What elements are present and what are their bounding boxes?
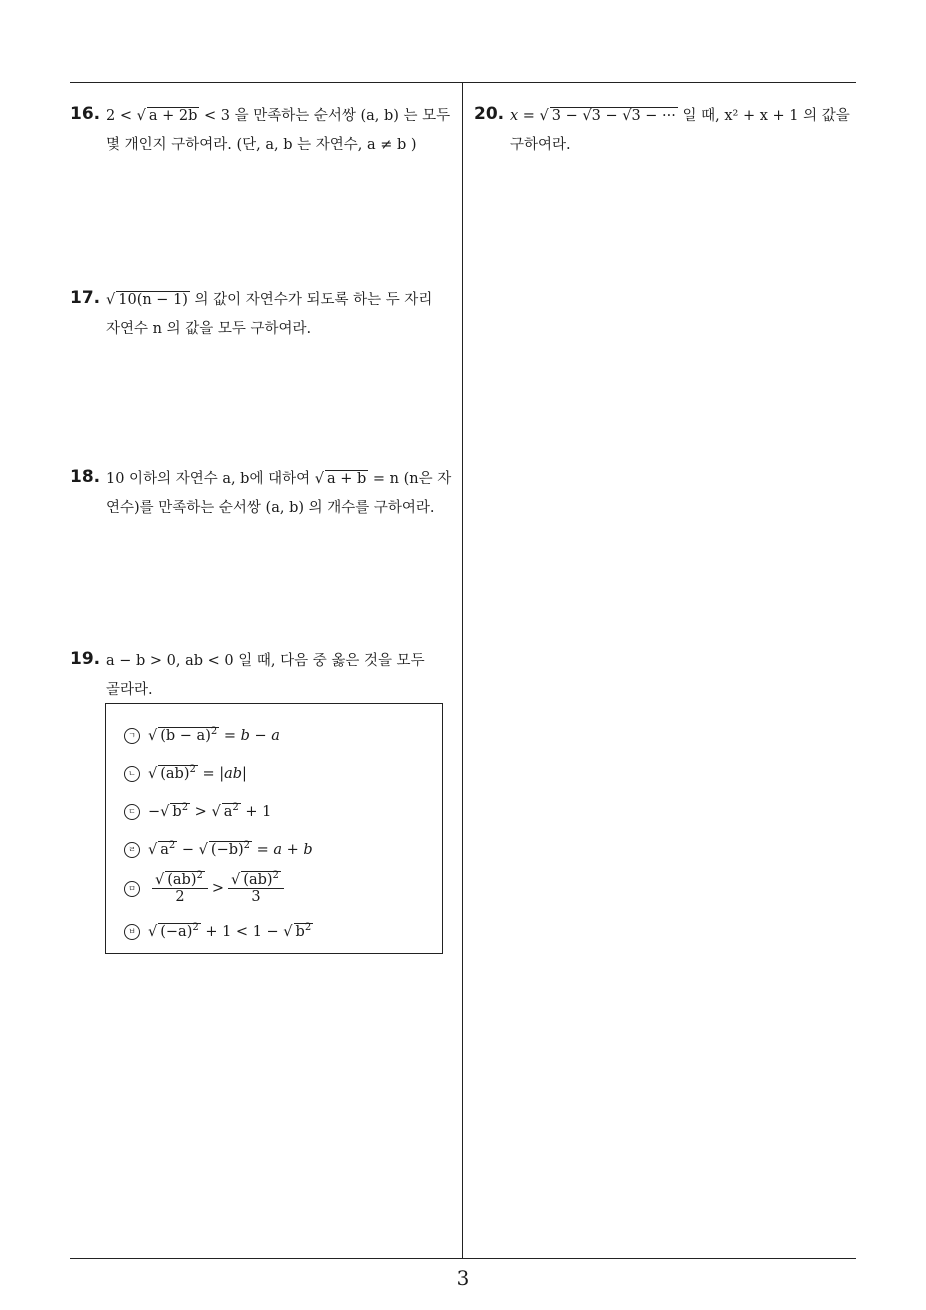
option-b: ㄴ √ (ab)$^2$ = |ab| bbox=[124, 766, 247, 782]
option-d: ㄹ √ $a^2$ − √ $(-b)^2 = a + b$ bbox=[124, 842, 313, 858]
option-e: ㅁ $\frac{√ (ab)^2}{2}$ > $\frac{√ (ab)^2}{3}$ bbox=[124, 872, 288, 905]
option-c: ㄷ −√ $b^2$ > √ $a^2 + 1$ bbox=[124, 804, 271, 820]
page-number: 3 bbox=[456, 1266, 470, 1290]
problem-line: 구하여라. bbox=[510, 137, 571, 153]
problem-line: √ 10(n − 1) 의 값이 자연수가 되도록 하는 두 자리 bbox=[106, 292, 433, 308]
options-box bbox=[105, 703, 443, 954]
option-a: ㄱ √ $(b - a)^2 = b - a$ bbox=[124, 728, 280, 744]
problem-17 bbox=[70, 286, 458, 344]
problem-20 bbox=[474, 102, 859, 160]
problem-line: 몇 개인지 구하여라. (단, a, b 는 자연수, a ≠ b ) bbox=[106, 137, 417, 153]
top-rule bbox=[70, 82, 856, 83]
option-mark: ㅁ bbox=[124, 881, 140, 897]
problem-line: a − b > 0, ab < 0 일 때, 다음 중 옳은 것을 모두 bbox=[106, 653, 425, 669]
problem-line: 10 이하의 자연수 a, b에 대하여 √ a + b = n (n은 자 bbox=[106, 471, 452, 487]
problem-line: 골라라. bbox=[106, 682, 153, 698]
option-mark: ㅂ bbox=[124, 924, 140, 940]
problem-number: 16. bbox=[70, 104, 101, 124]
option-mark: ㄹ bbox=[124, 842, 140, 858]
option-mark: ㄷ bbox=[124, 804, 140, 820]
problem-19 bbox=[70, 647, 458, 705]
problem-number: 18. bbox=[70, 467, 101, 487]
problem-line: x = √ 3 − √3 − √3 − ··· 일 때, x² + x + 1 의 값을 bbox=[510, 108, 850, 124]
problem-line: 2 < √ a + 2b < 3 을 만족하는 순서쌍 (a, b) 는 모두 bbox=[106, 108, 451, 124]
option-mark: ㄴ bbox=[124, 766, 140, 782]
fraction: $\frac{√ (ab)^2}{3}$ bbox=[228, 872, 284, 905]
problem-number: 19. bbox=[70, 649, 101, 669]
column-divider bbox=[462, 82, 463, 1258]
problem-number: 20. bbox=[474, 104, 505, 124]
problem-16 bbox=[70, 102, 458, 160]
fraction: $\frac{√ (ab)^2}{2}$ bbox=[152, 872, 208, 905]
option-f: ㅂ √ $(-a)^2 + 1 < 1$ − √ $b^2$ bbox=[124, 924, 313, 940]
problem-line: 자연수 n 의 값을 모두 구하여라. bbox=[106, 321, 312, 337]
problem-18 bbox=[70, 465, 458, 523]
bottom-rule bbox=[70, 1258, 856, 1259]
problem-number: 17. bbox=[70, 288, 101, 308]
problem-line: 연수)를 만족하는 순서쌍 (a, b) 의 개수를 구하여라. bbox=[106, 500, 435, 516]
option-mark: ㄱ bbox=[124, 728, 140, 744]
